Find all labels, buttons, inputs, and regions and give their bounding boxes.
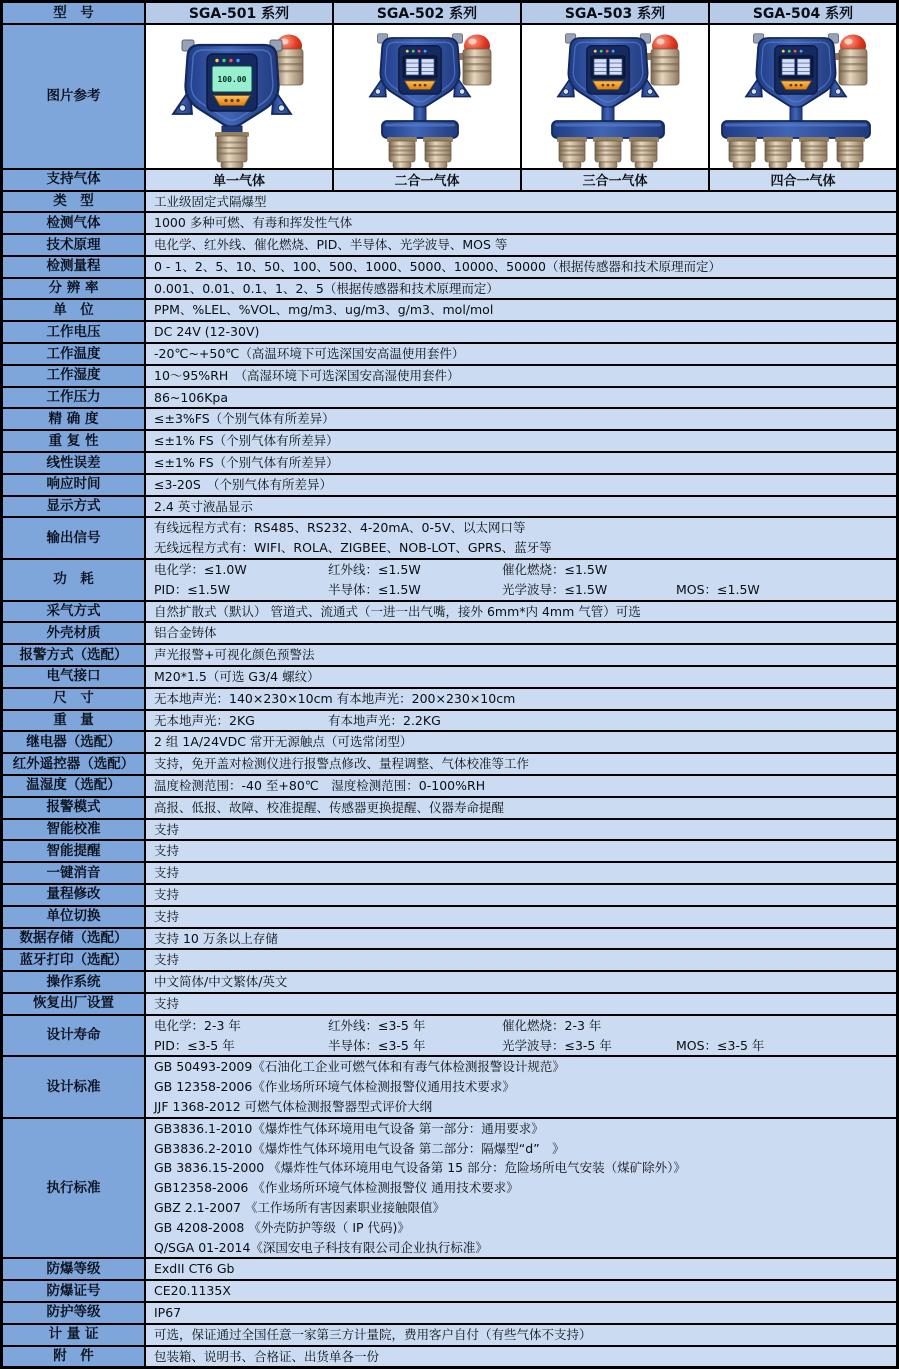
value-line: 2.4 英寸液晶显示 bbox=[154, 498, 253, 514]
row-value bbox=[146, 885, 896, 905]
value-line: 铝合金铸体 bbox=[154, 625, 217, 641]
spec-row bbox=[3, 342, 896, 364]
row-value bbox=[146, 322, 896, 342]
value-segment: 电化学：≤1.0W bbox=[154, 562, 247, 578]
spec-row bbox=[3, 709, 896, 731]
gas-cell-sga-503: 三合一气体 bbox=[520, 170, 708, 190]
row-value bbox=[146, 994, 896, 1014]
value-line: ≤±1% FS（个别气体有所差异） bbox=[154, 433, 339, 449]
value-segment: 半导体：≤3-5 年 bbox=[328, 1037, 426, 1053]
value-line: 电化学、红外线、催化燃烧、PID、半导体、光学波导、MOS 等 bbox=[154, 237, 508, 253]
row-value bbox=[146, 863, 896, 883]
row-label: 附 件 bbox=[3, 1347, 146, 1367]
value-line: CE20.1135X bbox=[154, 1283, 231, 1299]
gas-cell-sga-501: 单一气体 bbox=[146, 170, 332, 190]
spec-row bbox=[3, 883, 896, 905]
row-value bbox=[146, 235, 896, 255]
value-line: 支持 bbox=[154, 843, 180, 859]
value-line: 自然扩散式（默认） 管道式、流通式（一进一出气嘴，接外 6mm*内 4mm 气管）可选 bbox=[154, 603, 641, 619]
spec-row bbox=[3, 1257, 896, 1279]
row-label: 输出信号 bbox=[3, 518, 146, 558]
value-line: M20*1.5（可选 G3/4 螺纹） bbox=[154, 669, 320, 685]
value-line: PPM、%LEL、%VOL、mg/m3、ug/m3、g/m3、mol/mol bbox=[154, 302, 494, 318]
row-value bbox=[146, 1325, 896, 1345]
value-segment: 电化学：2-3 年 bbox=[154, 1017, 241, 1033]
row-value bbox=[146, 667, 896, 687]
row-label: 采气方式 bbox=[3, 602, 146, 622]
row-label: 功 耗 bbox=[3, 560, 146, 600]
spec-row bbox=[3, 364, 896, 386]
row-label: 工作电压 bbox=[3, 322, 146, 342]
value-line: 支持 bbox=[154, 821, 180, 837]
row-label: 数据存储（选配） bbox=[3, 929, 146, 949]
value-line bbox=[154, 711, 896, 731]
value-line: 有线远程方式有：RS485、RS232、4-20mA、0-5V、以太网口等 bbox=[154, 520, 526, 536]
spec-row bbox=[3, 1055, 896, 1116]
row-value bbox=[146, 732, 896, 752]
row-label: 单位切换 bbox=[3, 907, 146, 927]
row-label-model: 型 号 bbox=[3, 3, 146, 23]
value-line: 86~106Kpa bbox=[154, 389, 229, 405]
spec-row bbox=[3, 233, 896, 255]
value-line bbox=[154, 560, 896, 580]
spec-row bbox=[3, 665, 896, 687]
row-value bbox=[146, 602, 896, 622]
row-label: 工作压力 bbox=[3, 388, 146, 408]
row-label: 温湿度（选配） bbox=[3, 776, 146, 796]
row-label: 检测量程 bbox=[3, 257, 146, 277]
value-line: ExdII CT6 Gb bbox=[154, 1261, 235, 1277]
value-segment: 光学波导：≤1.5W bbox=[502, 581, 608, 597]
value-line: 支持 10 万条以上存储 bbox=[154, 930, 278, 946]
row-label: 线性误差 bbox=[3, 453, 146, 473]
product-images-row bbox=[3, 23, 896, 168]
model-header-row bbox=[3, 3, 896, 23]
value-line: 0.001、0.01、0.1、1、2、5（根据传感器和技术原理而定） bbox=[154, 280, 499, 296]
product-image-sga-503 bbox=[520, 25, 708, 168]
value-line: GB 12358-2006《作业场所环境气体检测报警仪通用技术要求》 bbox=[154, 1079, 515, 1095]
row-label: 操作系统 bbox=[3, 972, 146, 992]
row-label-gas: 支持气体 bbox=[3, 170, 146, 190]
product-image-sga-504 bbox=[708, 25, 896, 168]
value-segment: 半导体：≤1.5W bbox=[328, 581, 421, 597]
row-label: 工作温度 bbox=[3, 344, 146, 364]
product-image-sga-501 bbox=[146, 25, 332, 168]
value-line: ≤±1% FS（个别气体有所差异） bbox=[154, 455, 339, 471]
spec-row bbox=[3, 1279, 896, 1301]
row-label: 报警方式（选配） bbox=[3, 645, 146, 665]
value-line: GB 3836.15-2000 《爆炸性气体环境用电气设备第 15 部分：危险场所电气安装（煤矿除外）》 bbox=[154, 1160, 686, 1176]
row-label: 单 位 bbox=[3, 300, 146, 320]
spec-row bbox=[3, 818, 896, 840]
value-segment: 催化燃烧：2-3 年 bbox=[502, 1017, 602, 1033]
row-value bbox=[146, 409, 896, 429]
value-line: GBZ 2.1-2007 《工作场所有害因素职业接触限值》 bbox=[154, 1199, 445, 1215]
row-value bbox=[146, 1057, 896, 1116]
spec-row bbox=[3, 451, 896, 473]
value-line: 支持 bbox=[154, 952, 180, 968]
value-line: 工业级固定式隔爆型 bbox=[154, 193, 267, 209]
value-line: 2 组 1A/24VDC 常开无源触点（可选常闭型） bbox=[154, 734, 413, 750]
row-label: 量程修改 bbox=[3, 885, 146, 905]
row-value bbox=[146, 645, 896, 665]
spec-row bbox=[3, 839, 896, 861]
row-value bbox=[146, 192, 896, 212]
row-value bbox=[146, 689, 896, 709]
row-label: 响应时间 bbox=[3, 475, 146, 495]
svg-text:100.00: 100.00 bbox=[217, 75, 247, 84]
row-label: 设计标准 bbox=[3, 1057, 146, 1116]
row-value bbox=[146, 388, 896, 408]
value-segment: 无本地声光：2KG bbox=[154, 712, 255, 728]
row-value bbox=[146, 1281, 896, 1301]
gas-cell-sga-504: 四合一气体 bbox=[708, 170, 896, 190]
model-header-sga-502: SGA-502 系列 bbox=[332, 3, 520, 23]
spec-row bbox=[3, 386, 896, 408]
row-value bbox=[146, 497, 896, 517]
value-segment: MOS：≤1.5W bbox=[676, 581, 760, 597]
model-header-sga-503: SGA-503 系列 bbox=[520, 3, 708, 23]
model-header-sga-504: SGA-504 系列 bbox=[708, 3, 896, 23]
value-line: ≤±3%FS（个别气体有所差异） bbox=[154, 411, 335, 427]
value-line bbox=[154, 580, 896, 600]
row-value bbox=[146, 841, 896, 861]
model-header-sga-501: SGA-501 系列 bbox=[146, 3, 332, 23]
row-label: 外壳材质 bbox=[3, 623, 146, 643]
value-segment: 红外线：≤1.5W bbox=[328, 562, 421, 578]
row-value bbox=[146, 972, 896, 992]
gas-cell-sga-502: 二合一气体 bbox=[332, 170, 520, 190]
row-label: 尺 寸 bbox=[3, 689, 146, 709]
value-line: IP67 bbox=[154, 1304, 182, 1320]
value-line: 支持 bbox=[154, 995, 180, 1011]
value-line: 温度检测范围：-40 至+80℃ 湿度检测范围：0-100%RH bbox=[154, 778, 486, 794]
value-line: 10～95%RH （高湿环境下可选深国安高湿使用套件） bbox=[154, 367, 460, 383]
spec-row bbox=[3, 1301, 896, 1323]
row-label: 计 量 证 bbox=[3, 1325, 146, 1345]
value-line: GB3836.2-2010《爆炸性气体环境用电气设备 第二部分：隔爆型“d” 》 bbox=[154, 1140, 565, 1156]
spec-row bbox=[3, 255, 896, 277]
row-label: 技术原理 bbox=[3, 235, 146, 255]
row-value bbox=[146, 344, 896, 364]
value-line: ≤3-20S （个别气体有所差异） bbox=[154, 476, 333, 492]
value-segment: PID：≤3-5 年 bbox=[154, 1037, 235, 1053]
value-line: 支持，免开盖对检测仪进行报警点修改、量程调整、气体校准等工作 bbox=[154, 756, 530, 772]
spec-row bbox=[3, 643, 896, 665]
spec-row bbox=[3, 1117, 896, 1258]
value-line: 声光报警+可视化颜色预警法 bbox=[154, 647, 315, 663]
value-line: GB 4208-2008 《外壳防护等级（ IP 代码)》 bbox=[154, 1219, 410, 1235]
row-value bbox=[146, 213, 896, 233]
spec-row bbox=[3, 621, 896, 643]
row-value bbox=[146, 776, 896, 796]
value-line: -20℃~+50℃（高温环境下可选深国安高温使用套件） bbox=[154, 346, 465, 362]
value-line: 支持 bbox=[154, 887, 180, 902]
value-line: 支持 bbox=[154, 908, 180, 924]
value-line: GB12358-2006 《作业场所环境气体检测报警仪 通用技术要求》 bbox=[154, 1180, 519, 1196]
supported-gas-row bbox=[3, 168, 896, 190]
row-value bbox=[146, 1259, 896, 1279]
row-label: 恢复出厂设置 bbox=[3, 994, 146, 1014]
row-value bbox=[146, 929, 896, 949]
row-value bbox=[146, 623, 896, 643]
value-segment: 红外线：≤3-5 年 bbox=[328, 1017, 426, 1033]
spec-row bbox=[3, 211, 896, 233]
spec-row bbox=[3, 774, 896, 796]
row-label: 报警模式 bbox=[3, 798, 146, 818]
value-line: 0 - 1、2、5、10、50、100、500、1000、5000、10000、50000（根据传感器和技术原理而定） bbox=[154, 258, 721, 274]
spec-row bbox=[3, 927, 896, 949]
value-line: JJF 1368-2012 可燃气体检测报警器型式评价大纲 bbox=[154, 1098, 433, 1114]
spec-row bbox=[3, 1345, 896, 1367]
row-value bbox=[146, 754, 896, 774]
row-value bbox=[146, 560, 896, 600]
row-label: 类 型 bbox=[3, 192, 146, 212]
value-segment: 有本地声光：200×230×10cm bbox=[336, 690, 516, 706]
row-value bbox=[146, 1303, 896, 1323]
row-label: 设计寿命 bbox=[3, 1016, 146, 1056]
value-line: Q/SGA 01-2014《深国安电子科技有限公司企业执行标准》 bbox=[154, 1239, 488, 1255]
row-value bbox=[146, 300, 896, 320]
spec-row bbox=[3, 407, 896, 429]
row-label-images: 图片参考 bbox=[3, 25, 146, 168]
value-line: DC 24V (12-30V) bbox=[154, 324, 260, 340]
spec-row bbox=[3, 190, 896, 212]
spec-row bbox=[3, 320, 896, 342]
value-segment: 催化燃烧：≤1.5W bbox=[502, 562, 608, 578]
row-value bbox=[146, 475, 896, 495]
spec-row bbox=[3, 558, 896, 600]
row-value bbox=[146, 366, 896, 386]
value-line: 支持 bbox=[154, 865, 180, 881]
spec-row bbox=[3, 730, 896, 752]
spec-row bbox=[3, 298, 896, 320]
row-label: 防爆证号 bbox=[3, 1281, 146, 1301]
row-value bbox=[146, 820, 896, 840]
spec-row bbox=[3, 1323, 896, 1345]
row-label: 显示方式 bbox=[3, 497, 146, 517]
row-value bbox=[146, 907, 896, 927]
spec-row bbox=[3, 516, 896, 558]
spec-row bbox=[3, 992, 896, 1014]
spec-row bbox=[3, 429, 896, 451]
row-label: 检测气体 bbox=[3, 213, 146, 233]
value-line: 包装箱、说明书、合格证、出货单各一份 bbox=[154, 1348, 380, 1364]
row-value bbox=[146, 257, 896, 277]
row-value bbox=[146, 431, 896, 451]
row-label: 重 量 bbox=[3, 711, 146, 731]
value-line: 中文简体/中文繁体/英文 bbox=[154, 974, 288, 990]
spec-row bbox=[3, 687, 896, 709]
row-label: 防护等级 bbox=[3, 1303, 146, 1323]
spec-row bbox=[3, 861, 896, 883]
value-segment: 光学波导：≤3-5 年 bbox=[502, 1037, 612, 1053]
value-line: GB3836.1-2010《爆炸性气体环境用电气设备 第一部分：通用要求》 bbox=[154, 1120, 544, 1136]
row-label: 智能提醒 bbox=[3, 841, 146, 861]
row-value bbox=[146, 798, 896, 818]
row-label: 防爆等级 bbox=[3, 1259, 146, 1279]
value-segment: PID：≤1.5W bbox=[154, 581, 231, 597]
row-label: 红外遥控器（选配） bbox=[3, 754, 146, 774]
row-value bbox=[146, 1016, 896, 1056]
spec-row bbox=[3, 905, 896, 927]
spec-row bbox=[3, 948, 896, 970]
row-label: 智能校准 bbox=[3, 820, 146, 840]
row-value bbox=[146, 518, 896, 558]
value-segment: MOS：≤3-5 年 bbox=[676, 1037, 765, 1053]
value-segment: 无本地声光：140×230×10cm bbox=[154, 690, 333, 706]
row-label: 继电器（选配） bbox=[3, 732, 146, 752]
spec-row bbox=[3, 752, 896, 774]
spec-row bbox=[3, 796, 896, 818]
row-label: 一键消音 bbox=[3, 863, 146, 883]
value-line: GB 50493-2009《石油化工企业可燃气体和有毒气体检测报警设计规范》 bbox=[154, 1059, 565, 1075]
spec-row bbox=[3, 495, 896, 517]
row-label: 执行标准 bbox=[3, 1119, 146, 1258]
row-label: 重 复 性 bbox=[3, 431, 146, 451]
row-label: 分 辨 率 bbox=[3, 279, 146, 299]
spec-row bbox=[3, 1014, 896, 1056]
value-line: 高报、低报、故障、校准提醒、传感器更换提醒、仪器寿命提醒 bbox=[154, 799, 505, 815]
row-value bbox=[146, 1347, 896, 1367]
row-value bbox=[146, 453, 896, 473]
value-line bbox=[154, 1016, 896, 1036]
row-label: 工作湿度 bbox=[3, 366, 146, 386]
row-value bbox=[146, 279, 896, 299]
product-image-sga-502 bbox=[332, 25, 520, 168]
spec-row bbox=[3, 473, 896, 495]
spec-row bbox=[3, 600, 896, 622]
value-line: 1000 多种可燃、有毒和挥发性气体 bbox=[154, 215, 353, 231]
row-value bbox=[146, 1119, 896, 1258]
row-label: 电气接口 bbox=[3, 667, 146, 687]
value-line: 可选，保证通过全国任意一家第三方计量院，费用客户自付（有些气体不支持） bbox=[154, 1326, 592, 1342]
value-line bbox=[154, 1036, 896, 1056]
spec-row bbox=[3, 970, 896, 992]
row-value bbox=[146, 950, 896, 970]
spec-row bbox=[3, 277, 896, 299]
value-line bbox=[154, 689, 896, 709]
value-line: 无线远程方式有：WIFI、ROLA、ZIGBEE、NOB-LOT、GPRS、蓝牙等 bbox=[154, 540, 552, 556]
row-label: 蓝牙打印（选配） bbox=[3, 950, 146, 970]
row-label: 精 确 度 bbox=[3, 409, 146, 429]
row-value bbox=[146, 711, 896, 731]
value-segment: 有本地声光：2.2KG bbox=[328, 712, 441, 728]
